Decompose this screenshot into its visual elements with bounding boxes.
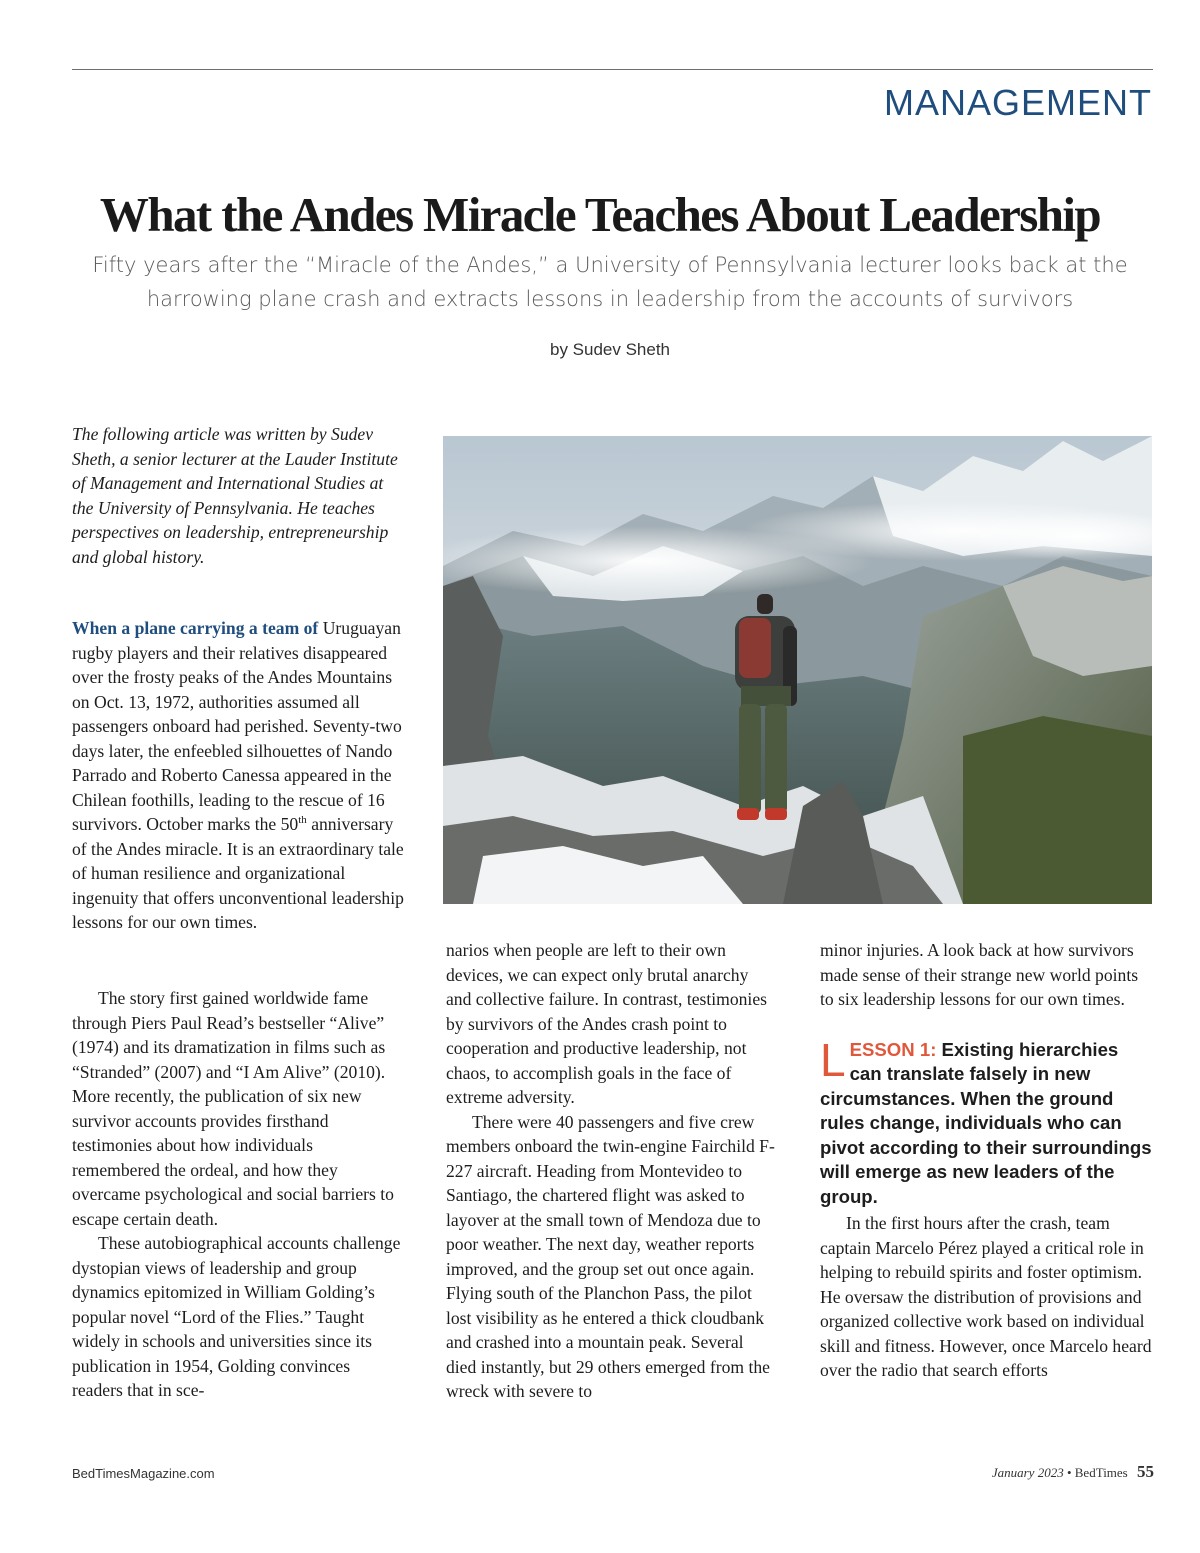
byline: by Sudev Sheth <box>549 340 671 359</box>
column-1 <box>72 986 404 1403</box>
lead-paragraph <box>72 616 404 935</box>
paragraph: These autobiographical accounts challenge dystopian views of leadership and group dynamics epitomized in William Golding’s popular novel “Lord of the Flies.” Taught widely in schools and universities since its publication in 1954, Golding convinces readers that in sce- <box>72 1233 401 1400</box>
lead-text: Uruguayan rugby players and their relatives disappeared over the frosty peaks of the Andes Mountains on Oct. 13, 1972, authorities assumed all passengers onboard had perished. Seventy-two days later, the enfeebled silhouettes of Nando Parrado and Roberto Canessa appeared in the Chilean foothills, leading to the rescue of 16 survivors. October marks the 50 <box>72 618 402 834</box>
paragraph: minor injuries. A look back at how survivors made sense of their strange new world points to six leadership lessons for our own times. <box>820 940 1139 1009</box>
issue-date: January 2023 <box>991 1465 1064 1480</box>
paragraph: The story first gained worldwide fame through Piers Paul Read’s bestseller “Alive” (1974) and its dramatization in films such as “Stranded” (2007) and “I Am Alive” (2010). More recently, the publication of six new survivor accounts provides firsthand testimonies about how individuals remembered the ordeal, and how they overcame psychological and social barriers to escape certain death. <box>72 988 394 1229</box>
separator-bullet: • <box>1066 1465 1072 1480</box>
footer-site-url: BedTimesMagazine.com <box>72 1466 215 1481</box>
paragraph: There were 40 passengers and five crew members onboard the twin-engine Fairchild F-227 aircraft. Heading from Montevideo to Santiago, the chartered flight was asked to layover at the small town of Mendoza due to poor weather. The next day, weather reports improved, and the group set out once again. Flying south of the Planchon Pass, the pilot lost visibility as he entered a thick cloudbank and crashed into a mountain peak. Several died instantly, but 29 others emerged from the wreck with severe to <box>446 1111 775 1401</box>
section-label: MANAGEMENT <box>883 82 1152 123</box>
deck-subtitle: Fifty years after the “Miracle of the Andes,” a University of Pennsylvania lecturer looks back at the harrowing plane crash and extracts lessons in leadership from the accounts of survivors <box>92 253 1128 311</box>
headline: What the Andes Miracle Teaches About Leadership <box>99 187 1101 242</box>
page-number: 55 <box>1137 1462 1154 1481</box>
paragraph: In the first hours after the crash, team captain Marcelo Pérez played a critical role in helping to rebuild spirits and foster optimism. He oversaw the distribution of provisions and organized collective work based on individual skill and fitness. However, once Marcelo heard over the radio that search efforts <box>820 1213 1152 1380</box>
author-intro: The following article was written by Sudev Sheth, a senior lecturer at the Lauder Institute of Management and International Studies at the University of Pennsylvania. He teaches perspectives on leadership, entrepreneurship and global history. <box>72 424 398 567</box>
column-2 <box>446 938 778 1404</box>
column-3 <box>820 938 1152 1383</box>
footer-folio <box>992 1462 1154 1482</box>
lesson-label: ESSON 1: <box>849 1038 937 1060</box>
lead-in: When a plane carrying a team of <box>72 618 319 638</box>
lesson-1-heading <box>820 1033 1152 1210</box>
magazine-name: BedTimes <box>1074 1465 1128 1480</box>
photo-illustration <box>443 436 1152 904</box>
lesson-text: Existing hierarchies can translate falsely in new circumstances. When the ground rules change, individuals who can pivot according to their surroundings will emerge as new leaders of the group. <box>820 1038 1152 1207</box>
lead-text-continued: anniversary of the Andes miracle. It is an extraordinary tale of human resilience and organizational ingenuity that offers unconventional leadership lessons for our own times. <box>72 814 404 932</box>
header-rule <box>72 69 1153 70</box>
drop-cap: L <box>820 1033 846 1086</box>
ordinal-suffix: th <box>298 814 307 827</box>
paragraph: narios when people are left to their own devices, we can expect only brutal anarchy and collective failure. In contrast, testimonies by survivors of the Andes crash point to cooperation and productive leadership, not chaos, to accomplish goals in the face of extreme adversity. <box>446 940 767 1107</box>
mountain-hiker-photo <box>443 436 1152 904</box>
